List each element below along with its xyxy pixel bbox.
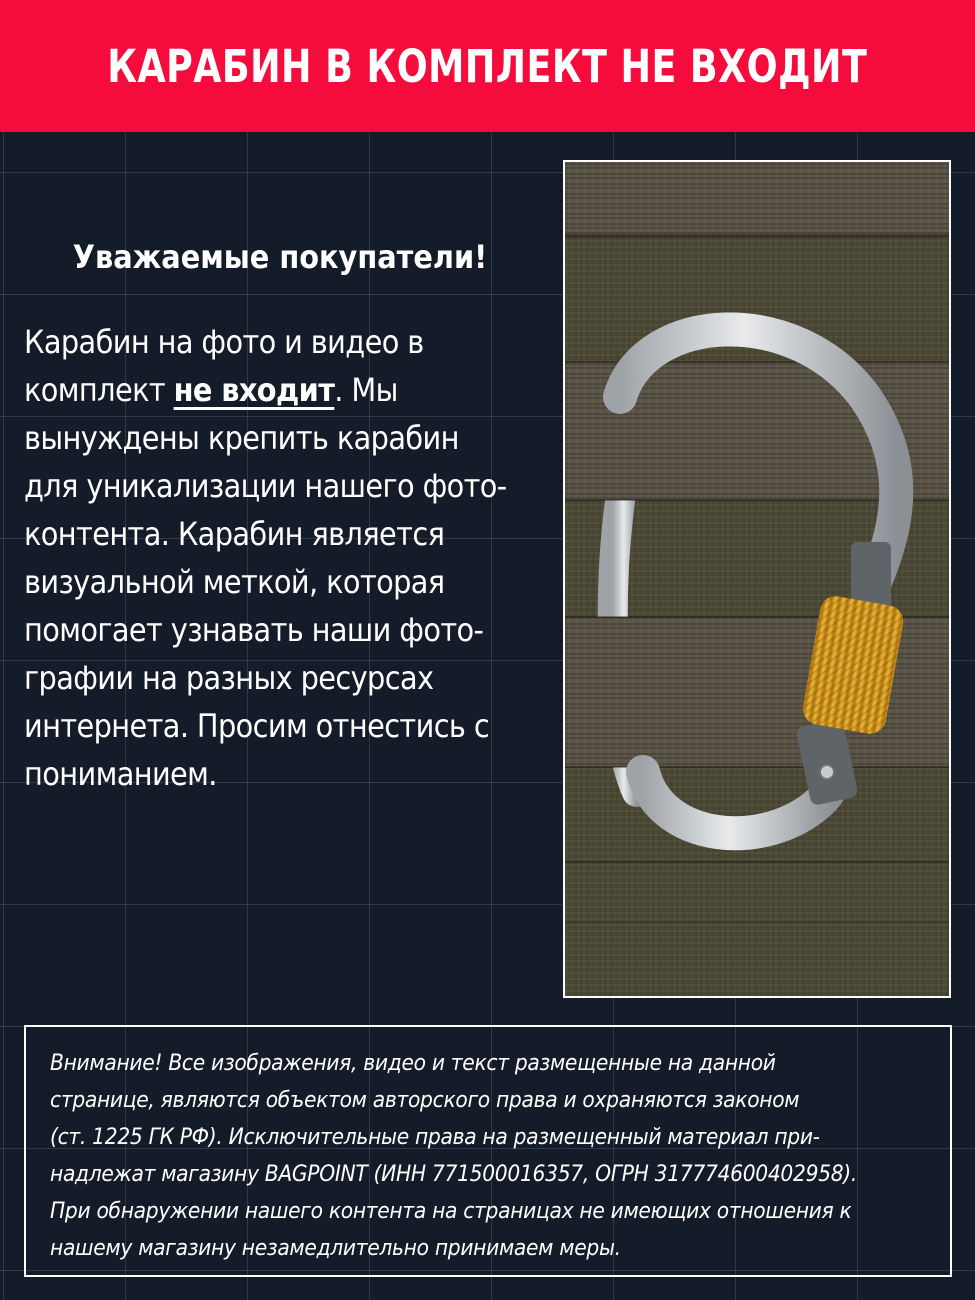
- body-line: графии на разных ресурсах: [24, 659, 434, 697]
- body-line: вынуждены крепить карабин: [24, 419, 459, 457]
- body-line: пониманием.: [24, 755, 217, 793]
- body-line: контента. Карабин является: [24, 515, 445, 553]
- body-line: интернета. Просим отнестись с: [24, 707, 490, 745]
- body-paragraph: [24, 318, 554, 798]
- body-line: [24, 366, 554, 414]
- carabiner-illustration: [565, 162, 949, 996]
- top-banner: [0, 0, 975, 132]
- notice-line: надлежат магазину BAGPOINT (ИНН 771500016357, ОГРН 317774600402958).: [50, 1161, 858, 1187]
- greeting-heading: Уважаемые покупатели!: [72, 238, 488, 276]
- not-included-emphasis: не входит: [173, 371, 335, 409]
- body-line-start: комплект: [24, 371, 166, 409]
- notice-line: (ст. 1225 ГК РФ). Исключительные права на размещенный материал при-: [50, 1124, 820, 1150]
- body-line-end: . Мы: [334, 371, 398, 409]
- banner-title: КАРАБИН В КОМПЛЕКТ НЕ ВХОДИТ: [107, 39, 868, 93]
- carabiner-photo: [563, 160, 951, 998]
- body-line: Карабин на фото и видео в: [24, 323, 424, 361]
- body-line: для уникализации нашего фото-: [24, 467, 507, 505]
- copyright-notice: [24, 1025, 952, 1277]
- notice-line: нашему магазину незамедлительно принимаем меры.: [50, 1235, 621, 1261]
- notice-line: При обнаружении нашего контента на страницах не имеющих отношения к: [50, 1198, 852, 1224]
- body-line: помогает узнавать наши фото-: [24, 611, 484, 649]
- notice-line: странице, являются объектом авторского права и охраняются законом: [50, 1087, 800, 1113]
- body-line: визуальной меткой, которая: [24, 563, 445, 601]
- notice-line: Внимание! Все изображения, видео и текст размещенные на данной: [50, 1050, 776, 1076]
